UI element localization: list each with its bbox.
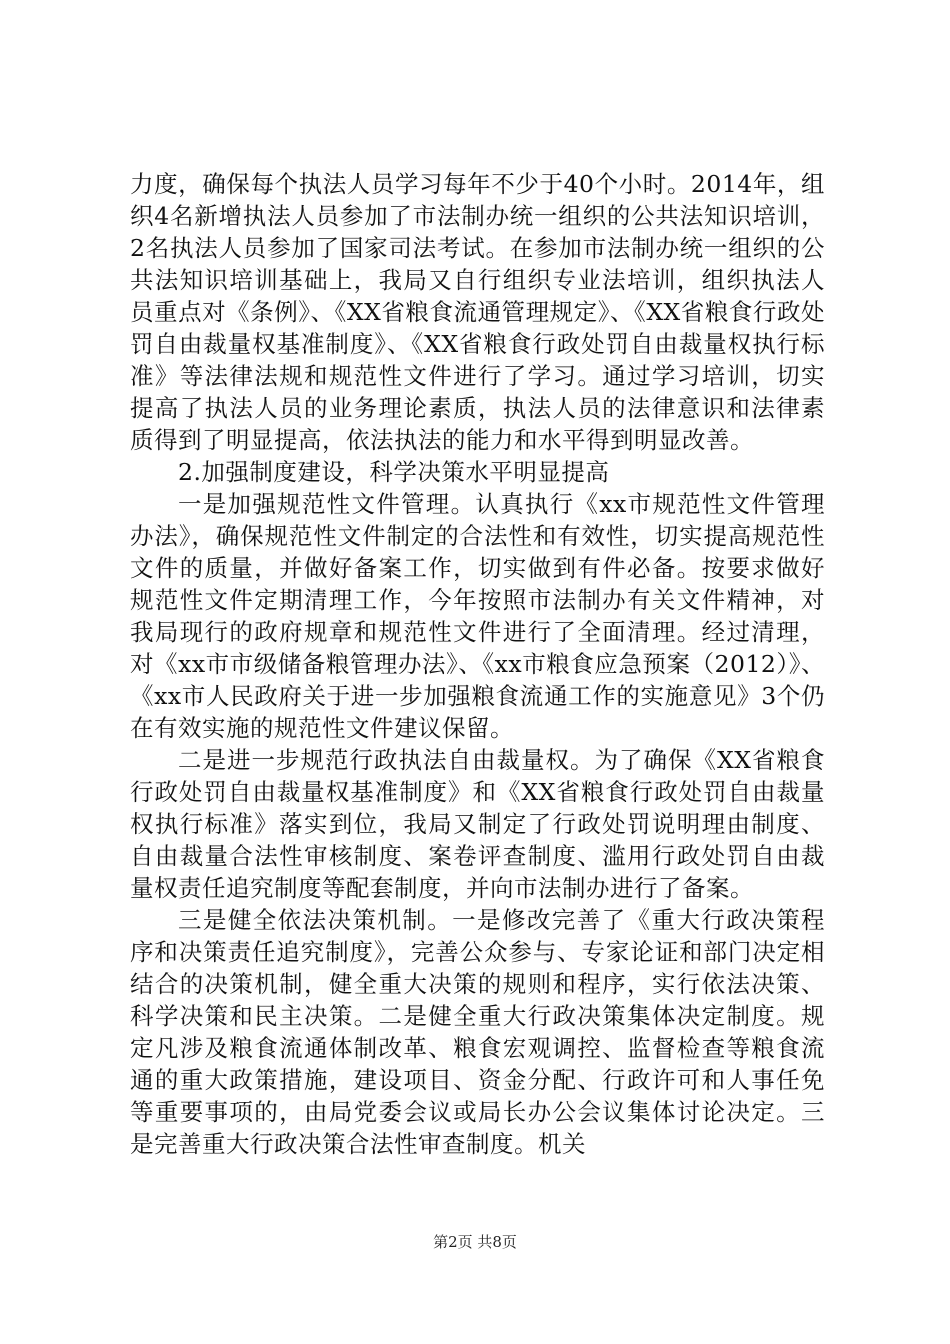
paragraph-normative-documents: 一是加强规范性文件管理。认真执行《xx市规范性文件管理办法》，确保规范性文件制定的合法性和有效性，切实提高规范性文件的质量，并做好备案工作，切实做到有件必备。按要求做好规范性文件定期清理工作，今年按照市法制办有关文件精神，对我局现行的政府规章和规范性文件进行了全面清理。经过清理，对《xx市市级储备粮管理办法》、《xx市粮食应急预案（2012）》、《xx市人民政府关于进一步加强粮食流通工作的实施意见》3个仍在有效实施的规范性文件建议保留。 — [130, 490, 825, 742]
document-body — [130, 168, 825, 1160]
page-number-footer: 第2页 共8页 — [433, 1233, 517, 1251]
paragraph-discretionary-power: 二是进一步规范行政执法自由裁量权。为了确保《XX省粮食行政处罚自由裁量权基准制度》和《XX省粮食行政处罚自由裁量权执行标准》落实到位，我局又制定了行政处罚说明理由制度、自由裁量合法性审核制度、案卷评查制度、滥用行政处罚自由裁量权责任追究制度等配套制度，并向市法制办进行了备案。 — [130, 746, 825, 902]
paragraph-decision-mechanism: 三是健全依法决策机制。一是修改完善了《重大行政决策程序和决策责任追究制度》，完善公众参与、专家论证和部门决定相结合的决策机制，健全重大决策的规则和程序，实行依法决策、科学决策和民主决策。二是健全重大行政决策集体决定制度。规定凡涉及粮食流通体制改革、粮食宏观调控、监督检查等粮食流通的重大政策措施，建设项目、资金分配、行政许可和人事任免等重要事项的，由局党委会议或局长办公会议集体讨论决定。三是完善重大行政决策合法性审查制度。机关 — [130, 906, 825, 1158]
paragraph-training-summary: 力度，确保每个执法人员学习每年不少于40个小时。2014年，组织4名新增执法人员参加了市法制办统一组织的公共法知识培训，2名执法人员参加了国家司法考试。在参加市法制办统一组织的公共法知识培训基础上，我局又自行组织专业法培训，组织执法人员重点对《条例》、《XX省粮食流通管理规定》、《XX省粮食行政处罚自由裁量权基准制度》、《XX省粮食行政处罚自由裁量权执行标准》等法律法规和规范性文件进行了学习。通过学习培训，切实提高了执法人员的业务理论素质，执法人员的法律意识和法律素质得到了明显提高，依法执法的能力和水平得到明显改善。 — [130, 170, 825, 454]
section-heading-system-building: 2.加强制度建设，科学决策水平明显提高 — [178, 458, 610, 486]
